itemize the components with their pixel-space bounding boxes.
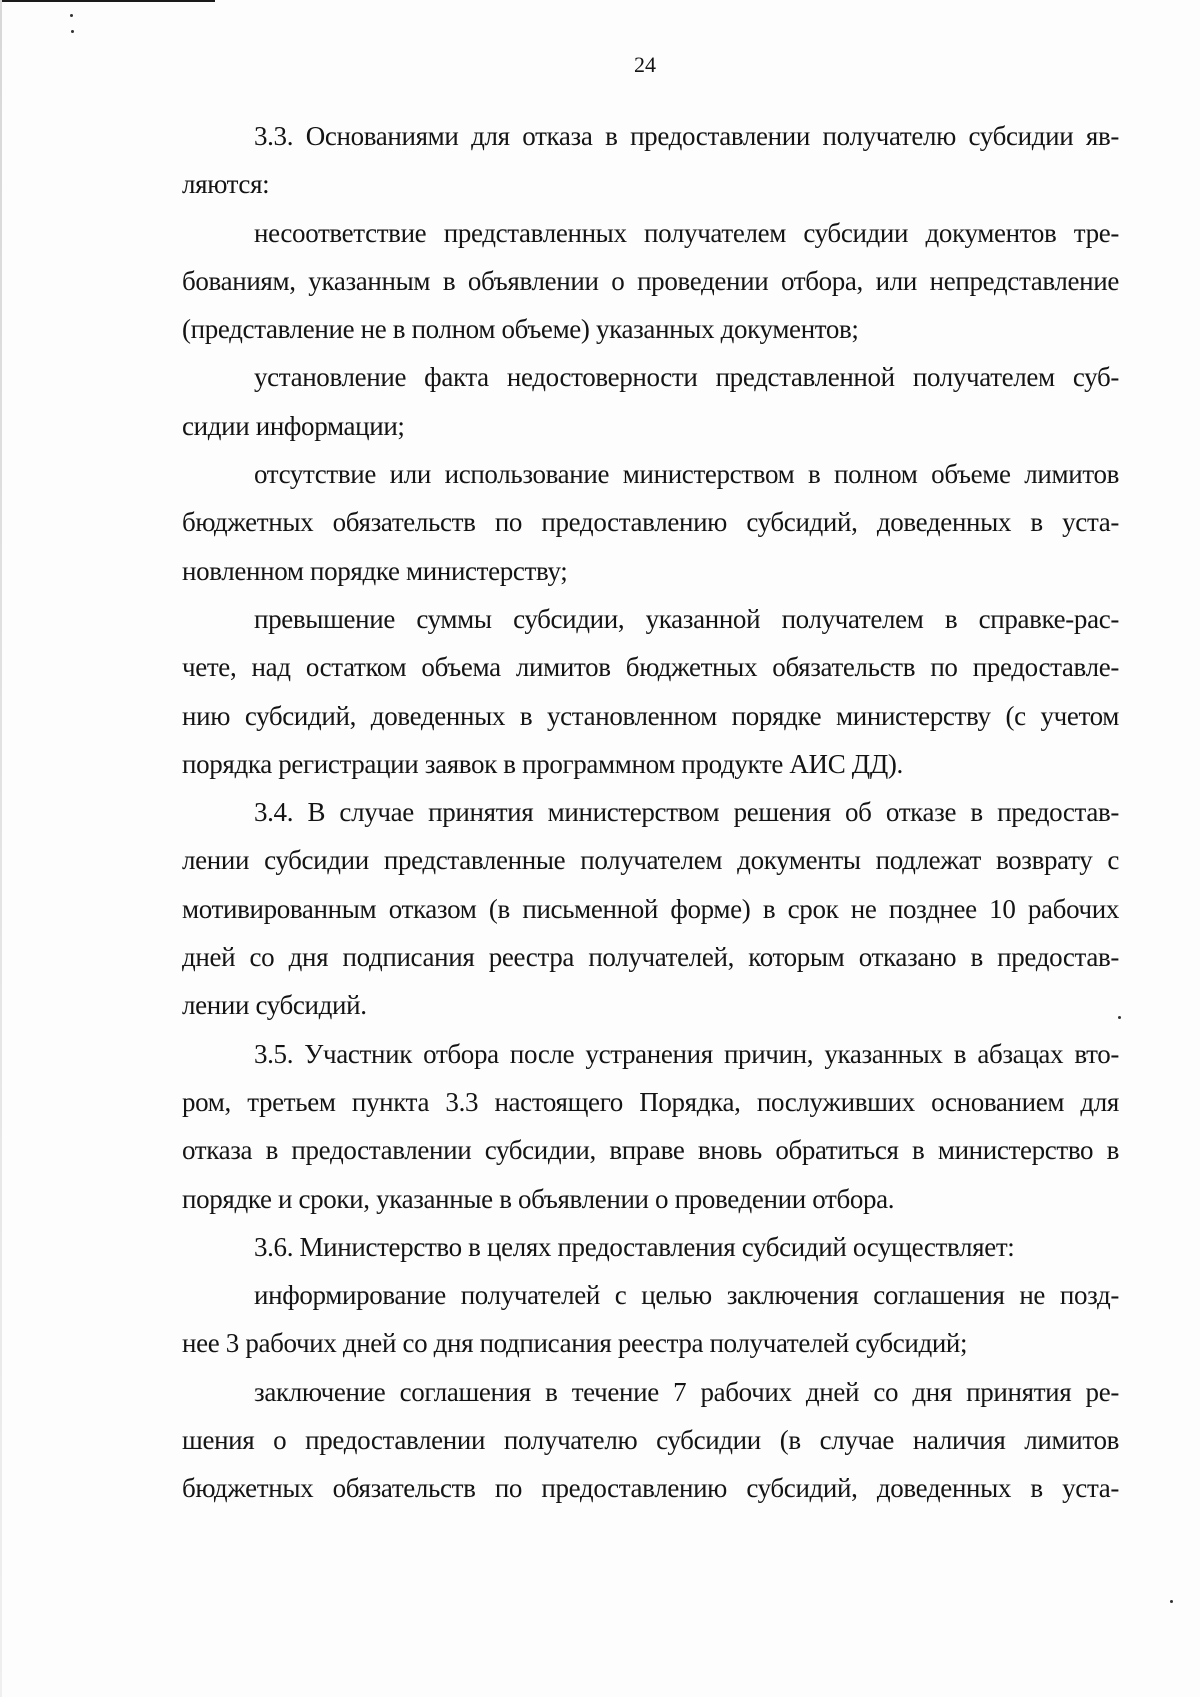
scan-speck (1170, 1600, 1173, 1603)
scan-speck (70, 14, 73, 17)
text-line: информирование получателей с целью заключения соглашения не позд- (254, 1280, 1119, 1311)
text-line: отсутствие или использование министерством в полном объеме лимитов (254, 459, 1119, 490)
text-line: нию субсидий, доведенных в установленном порядке министерству (с учетом (182, 700, 1119, 731)
text-line: ляются: (182, 169, 270, 200)
body-text (182, 112, 1119, 1513)
page-number: 24 (634, 52, 656, 77)
text-line: лении субсидии представленные получателем документы подлежат возврату с (182, 845, 1119, 876)
text-line: ром, третьем пункта 3.3 настоящего Порядка, послуживших основанием для (182, 1086, 1119, 1117)
text-line: новленном порядке министерству; (182, 555, 568, 586)
text-line: установление факта недостоверности представленной получателем суб- (254, 362, 1119, 393)
text-line: лении субсидий. (182, 990, 367, 1021)
text-line: заключение соглашения в течение 7 рабочих дней со дня принятия ре- (254, 1376, 1119, 1407)
text-line: 3.6. Министерство в целях предоставления субсидий осуществляет: (254, 1231, 1015, 1262)
text-line: порядка регистрации заявок в программном продукте АИС ДД). (182, 748, 903, 779)
text-line: чете, над остатком объема лимитов бюджетных обязательств по предоставле- (182, 652, 1119, 683)
scan-left-edge (0, 0, 2, 1697)
text-line: сидии информации; (182, 410, 405, 441)
text-line: шения о предоставлении получателю субсидии (в случае наличия лимитов (182, 1425, 1119, 1456)
text-line: бованиям, указанным в объявлении о проведении отбора, или непредставление (182, 265, 1119, 296)
scan-speck (71, 30, 74, 33)
text-line: нее 3 рабочих дней со дня подписания реестра получателей субсидий; (182, 1328, 968, 1359)
scan-speck (1118, 1016, 1121, 1019)
text-line: бюджетных обязательств по предоставлению субсидий, доведенных в уста- (182, 507, 1119, 538)
text-line: 3.3. Основаниями для отказа в предоставлении получателю субсидии яв- (254, 121, 1119, 151)
text-line: (представление не в полном объеме) указанных документов; (182, 314, 859, 345)
text-line: 3.4. В случае принятия министерством решения об отказе в предостав- (254, 797, 1119, 828)
text-line: отказа в предоставлении субсидии, вправе вновь обратиться в министерство в (182, 1135, 1119, 1166)
text-line: несоответствие представленных получателем субсидии документов тре- (254, 217, 1119, 248)
text-line: 3.5. Участник отбора после устранения причин, указанных в абзацах вто- (254, 1038, 1119, 1069)
text-line: дней со дня подписания реестра получателей, которым отказано в предостав- (182, 942, 1119, 973)
text-line: бюджетных обязательств по предоставлению субсидий, доведенных в уста- (182, 1473, 1119, 1504)
text-line: мотивированным отказом (в письменной форме) в срок не позднее 10 рабочих (182, 893, 1119, 924)
text-line: порядке и сроки, указанные в объявлении о проведении отбора. (182, 1183, 895, 1214)
text-line: превышение суммы субсидии, указанной получателем в справке-рас- (254, 603, 1119, 634)
scan-corner-line (0, 0, 215, 2)
